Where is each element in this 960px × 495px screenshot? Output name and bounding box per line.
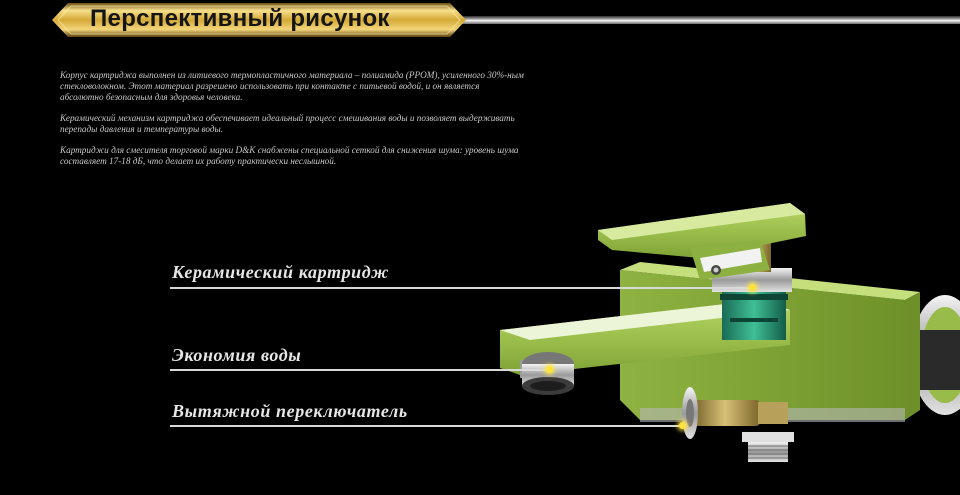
page-title: Перспективный рисунок [90, 5, 390, 32]
callout-line-pull-switch [170, 425, 682, 427]
feature-label-ceramic-cartridge: Керамический картридж [172, 262, 390, 282]
description-paragraph: Картриджи для смесителя торговой марки D&K снабжены специальной сеткой для снижения шума: уровень шума составляет 17-18 дБ, что делает их работу практически неслышной. [60, 145, 519, 167]
highlight-dot-diverter [679, 422, 686, 429]
highlight-dot-aerator [546, 366, 553, 373]
description-paragraph: Керамический механизм картриджа обеспечивает идеальный процесс смешивания воды и позволяет выдерживать перепады давления и температуры воды. [60, 113, 515, 135]
callout-line-water-saving [170, 369, 550, 371]
description-paragraph: Корпус картриджа выполнен из литиевого термопластичного материала – полиамида (PPOM), усиленного 30%-ным стекловолокном. Этот материал разрешено использовать при контакте с питьевой водой, и он является абсолютно безопасным для здоровья человека. [60, 70, 524, 103]
highlight-dot-cartridge [749, 284, 756, 291]
feature-label-pull-switch: Вытяжной переключатель [172, 401, 408, 421]
feature-label-water-saving: Экономия воды [172, 345, 302, 365]
callout-line-cartridge [170, 287, 753, 289]
